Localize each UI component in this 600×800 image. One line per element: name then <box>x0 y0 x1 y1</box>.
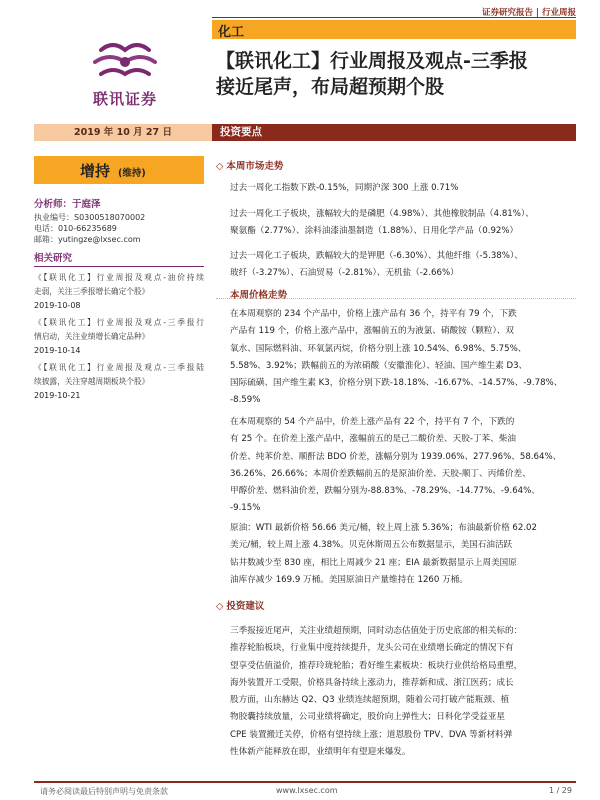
advice-para <box>230 623 576 761</box>
related-title-line2: 续披露，关注穿越周期板块个股》 <box>34 377 150 386</box>
header-rule <box>212 17 576 18</box>
report-date: 2019 年 10 月 27 日 <box>74 127 172 138</box>
analyst-license: 执业编号：S0300518070002 <box>34 213 146 222</box>
advice-line: 股方面，山东赫达 Q2、Q3 业绩连续超预期，随着公司打破产能瓶颈、植 <box>230 695 510 706</box>
report-title-line1: 【联讯化工】行业周报及观点-三季报 <box>216 50 528 72</box>
top-header: 证券研究报告 | 行业周报 <box>481 8 576 18</box>
related-heading: 相关研究 <box>34 253 73 264</box>
analyst-phone: 电话：010-66235689 <box>34 224 117 233</box>
report-title <box>216 48 586 100</box>
section-band <box>212 124 576 141</box>
price-para-2-line: 在本周观察的 54 个产品中，价差上涨产品有 22 个，持平有 7 个，下跌的 <box>230 417 515 427</box>
market-para-3-line1: 过去一周化工子板块，跌幅较大的是钾肥（-6.30%）、其他纤维（-5.38%）、 <box>230 251 523 261</box>
price-para-3-line: 油库存减少 169.9 万桶。美国原油日产量维持在 1260 万桶。 <box>230 574 468 585</box>
market-heading <box>216 158 283 172</box>
price-para-1-line: 产品有 119 个，价格上涨产品中，涨幅前五的为液氯、硝酸铵（颗粒）、双 <box>230 326 514 337</box>
related-date: 2019-10-08 <box>34 301 81 310</box>
footer-rule <box>34 781 576 783</box>
diamond-icon: ◇ <box>216 601 224 612</box>
analyst-email[interactable]: 邮箱：yutingze@lxsec.com <box>34 235 141 244</box>
market-para-2-line1: 过去一周化工子板块，涨幅较大的是磷肥（4.98%）、其他橡胶制品（4.81%）、 <box>230 209 534 219</box>
market-para-2-line2: 聚氨酯（2.77%）、涂料油漆油墨制造（1.88%）、日用化学产品（0.92%） <box>230 226 519 237</box>
market-para-1: 过去一周化工指数下跌-0.15%，同期沪深 300 上涨 0.71% <box>230 183 459 193</box>
related-title-line2: 走弱，关注三季报增长确定个股》 <box>34 287 150 296</box>
price-para-1-line: 在本周观察的 234 个产品中，价格上涨产品有 36 个，持平有 79 个，下跌 <box>230 309 517 319</box>
price-para-1-line: -8.59% <box>230 395 261 406</box>
price-para-2-line: -9.15% <box>230 503 261 514</box>
rating-sub: (维持) <box>118 168 146 179</box>
market-heading-text: 本周市场走势 <box>226 161 284 172</box>
price-para-1-line: 5.58%、3.92%；跌幅前五的为浓硝酸（安徽淮化）、轻油、国产维生素 D3、 <box>230 360 528 371</box>
price-para-3-line: 美元/桶，较上周上涨 4.38%。贝克休斯周五公布数据显示，美国石油活跃 <box>230 540 513 551</box>
market-para-3 <box>230 248 576 283</box>
price-para-3-line: 钻井数减少至 830 座，相比上周减少 21 座；EIA 最新数据显示上周美国原 <box>230 557 517 568</box>
price-divider <box>216 298 576 299</box>
related-date: 2019-10-21 <box>34 391 81 400</box>
section-title: 投资要点 <box>220 126 262 138</box>
industry-label: 化工 <box>218 25 245 40</box>
related-item[interactable] <box>34 316 204 357</box>
footer-disclaimer[interactable]: 请务必阅读最后特别声明与免责条款 <box>40 787 168 796</box>
report-title-line2: 接近尾声，布局超预期个股 <box>216 76 445 98</box>
analyst-heading: 分析师：于庭泽 <box>34 199 101 210</box>
price-para-2 <box>230 414 576 518</box>
price-para-2-line: 价差、纯苯价差、顺酐法 BDO 价差，涨幅分别为 1939.06%、277.96%、58.64%、 <box>230 451 562 462</box>
advice-line: CPE 装置搬迁关停，价格有望持续上涨；道恩股份 TPV、DVA 等新材料弹 <box>230 729 513 740</box>
rating-main: 增持 <box>80 162 111 180</box>
advice-heading <box>216 598 264 612</box>
logo-text: 联讯证券 <box>92 90 157 108</box>
date-band <box>34 124 212 141</box>
advice-line: 物胶囊持续放量，公司业绩将确定，股价向上弹性大；日科化学受益亚星 <box>230 712 506 723</box>
market-para-3-line2: 玻纤（-3.27%）、石油贸易（-2.81%）、无机盐（-2.66%） <box>230 268 459 279</box>
industry-band <box>212 20 576 39</box>
related-title-line2: 情启动，关注业绩增长确定品种》 <box>34 332 150 341</box>
market-para-2 <box>230 206 576 241</box>
related-title-line1: 《【联讯化工】行业周报及观点-三季报陆 <box>34 363 204 372</box>
price-para-1 <box>230 306 576 410</box>
price-heading: 本周价格走势 <box>230 290 288 301</box>
diamond-icon: ◇ <box>216 161 224 172</box>
price-para-2-line: 有 25 个。在价差上涨产品中，涨幅前五的是己二酸价差、天胶-丁苯、柴油 <box>230 434 516 445</box>
footer-website[interactable]: www.lxsec.com <box>276 786 338 795</box>
related-title-line1: 《【联讯化工】行业周报及观点-油价持续 <box>34 273 204 282</box>
price-para-2-line: 36.26%、26.66%；本周价差跌幅前五的是原油价差、天胶-顺丁、丙烯价差、 <box>230 468 531 479</box>
company-logo <box>60 42 190 114</box>
advice-line: 望享受估值溢价，推荐玲珑轮胎；看好维生素板块：板块行业供给格局重塑， <box>230 660 523 671</box>
rating-box <box>34 156 204 184</box>
advice-line: 性体新产能释放在即，业绩明年有望迎来爆发。 <box>230 747 411 758</box>
price-para-3 <box>230 520 576 589</box>
price-para-2-line: 甲醇价差、燃料油价差，跌幅分别为-88.83%、-78.29%、-14.77%、-9.64%、 <box>230 486 540 497</box>
advice-line: 三季报接近尾声，关注业绩超预期，同时动态估值处于历史底部的相关标的： <box>230 626 523 636</box>
sidebar <box>34 196 204 406</box>
related-item[interactable] <box>34 361 204 402</box>
price-para-1-line: 氧水、国际燃料油、环氧氯丙烷，价格分别上涨 10.54%、6.98%、5.75%、 <box>230 343 527 354</box>
related-date: 2019-10-14 <box>34 346 81 355</box>
related-item[interactable] <box>34 271 204 312</box>
logo-mark-icon <box>85 42 165 84</box>
advice-line: 推荐轮胎板块，行业集中度持续提升，龙头公司在业绩增长确定的情况下有 <box>230 643 514 654</box>
price-para-1-line: 国际硫磺、国产维生素 K3，价格分别下跌-18.18%、-16.67%、-14.57%、-9.78%、 <box>230 378 563 389</box>
footer-page-number: 1 / 29 <box>548 786 572 795</box>
related-rule <box>34 266 204 267</box>
advice-line: 海外装置开工受限，价格具备持续上涨动力，推荐新和成、浙江医药；成长 <box>230 677 514 688</box>
advice-heading-text: 投资建议 <box>226 601 265 612</box>
related-title-line1: 《【联讯化工】行业周报及观点-三季报行 <box>34 318 204 327</box>
price-para-3-line: 原油：WTI 最新价格 56.66 美元/桶，较上周上涨 5.36%；布油最新价格 62.02 <box>230 523 537 533</box>
